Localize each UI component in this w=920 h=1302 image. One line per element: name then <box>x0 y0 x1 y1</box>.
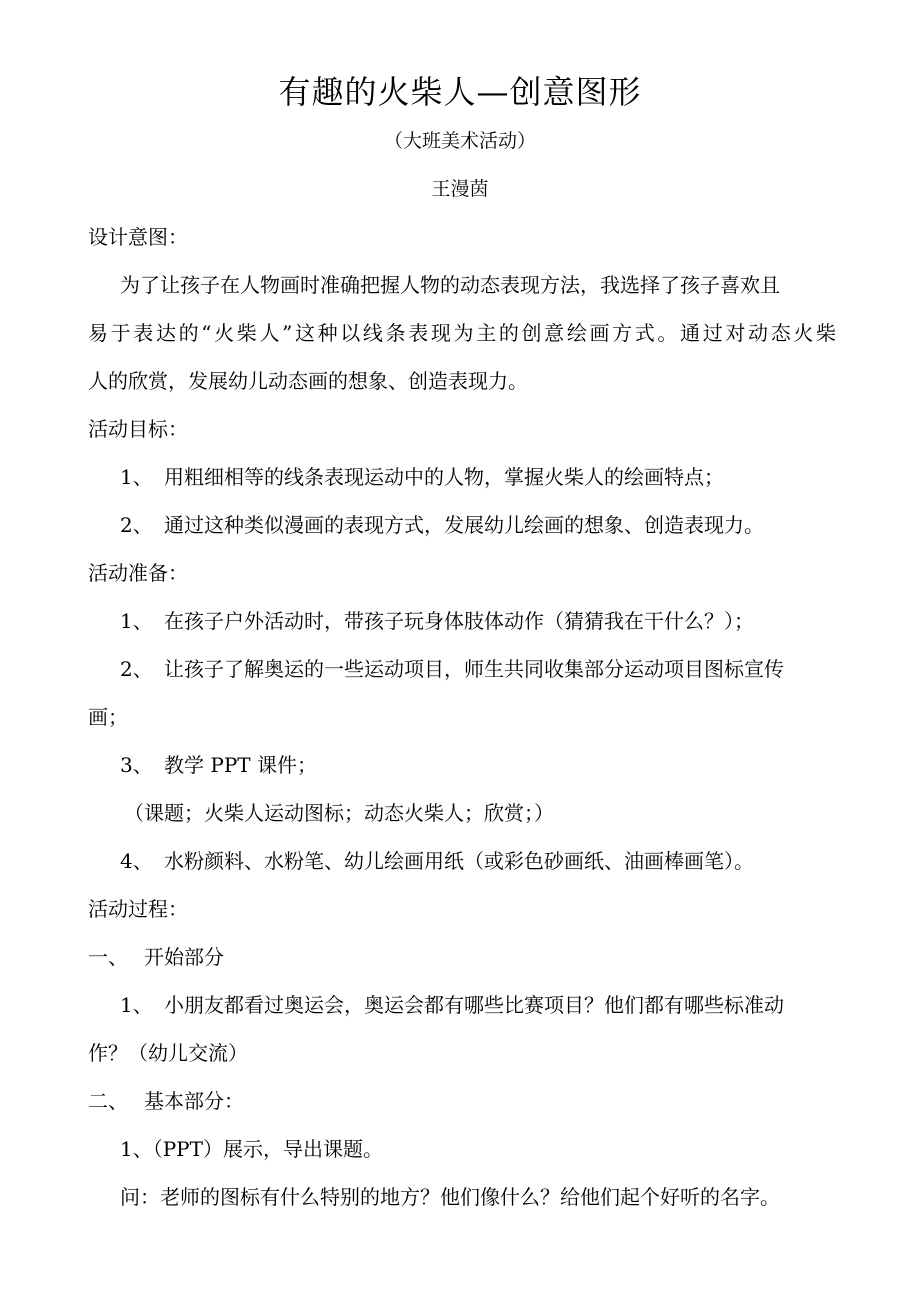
list-number: 4、 <box>120 849 153 873</box>
heading-activity-goals: 活动目标： <box>88 417 188 441</box>
list-number: 1、 <box>120 993 153 1017</box>
list-item-continuation: 作？（幼儿交流） <box>88 1041 248 1065</box>
section-title: 基本部分： <box>144 1089 244 1113</box>
list-item-continuation: 画； <box>88 705 128 729</box>
list-item: 1、（PPT）展示，导出课题。 <box>120 1137 383 1161</box>
list-text: 水粉颜料、水粉笔、幼儿绘画用纸（或彩色砂画纸、油画棒画笔）。 <box>164 849 754 873</box>
section-title: 开始部分 <box>144 945 224 969</box>
paragraph-line: 人的欣赏，发展幼儿动态画的想象、创造表现力。 <box>88 369 528 393</box>
list-number: 3、 <box>120 753 153 777</box>
list-text: 用粗细相等的线条表现运动中的人物，掌握火柴人的绘画特点； <box>164 465 724 489</box>
heading-activity-process: 活动过程： <box>88 897 188 921</box>
list-item-subnote: （课题；火柴人运动图标；动态火柴人；欣赏；） <box>124 801 554 825</box>
list-item <box>120 512 836 538</box>
list-text: 通过这种类似漫画的表现方式，发展幼儿绘画的想象、创造表现力。 <box>164 513 764 537</box>
list-text: 小朋友都看过奥运会，奥运会都有哪些比赛项目？他们都有哪些标准动 <box>164 993 784 1017</box>
document-subtitle: （大班美术活动） <box>383 130 536 152</box>
section-number: 一、 <box>88 945 128 969</box>
list-item: 问：老师的图标有什么特别的地方？他们像什么？给他们起个好听的名字。 <box>120 1185 780 1209</box>
document-title: 有趣的火柴人—创意图形 <box>278 73 642 111</box>
section-heading <box>88 1088 836 1114</box>
list-text: 教学 PPT 课件； <box>164 753 317 777</box>
heading-activity-prep: 活动准备： <box>88 561 188 585</box>
list-number: 2、 <box>120 657 153 681</box>
heading-design-intent: 设计意图： <box>88 225 188 249</box>
list-number: 1、 <box>120 609 153 633</box>
section-number: 二、 <box>88 1089 128 1113</box>
list-text: 在孩子户外活动时，带孩子玩身体肢体动作（猜猜我在干什么？）； <box>164 609 754 633</box>
list-item <box>120 752 836 778</box>
list-number: 2、 <box>120 513 153 537</box>
list-text: 让孩子了解奥运的一些运动项目，师生共同收集部分运动项目图标宣传 <box>164 657 784 681</box>
list-item <box>120 656 836 682</box>
list-item <box>120 848 836 874</box>
section-heading <box>88 944 836 970</box>
list-number: 1、 <box>120 465 153 489</box>
list-item <box>120 992 836 1018</box>
list-item <box>120 608 836 634</box>
paragraph-line: 为了让孩子在人物画时准确把握人物的动态表现方法，我选择了孩子喜欢且 <box>120 273 780 297</box>
author-name: 王漫茵 <box>431 178 489 200</box>
paragraph-line: 易于表达的“火柴人”这种以线条表现为主的创意绘画方式。通过对动态火柴 <box>88 321 836 345</box>
list-item <box>120 464 836 490</box>
